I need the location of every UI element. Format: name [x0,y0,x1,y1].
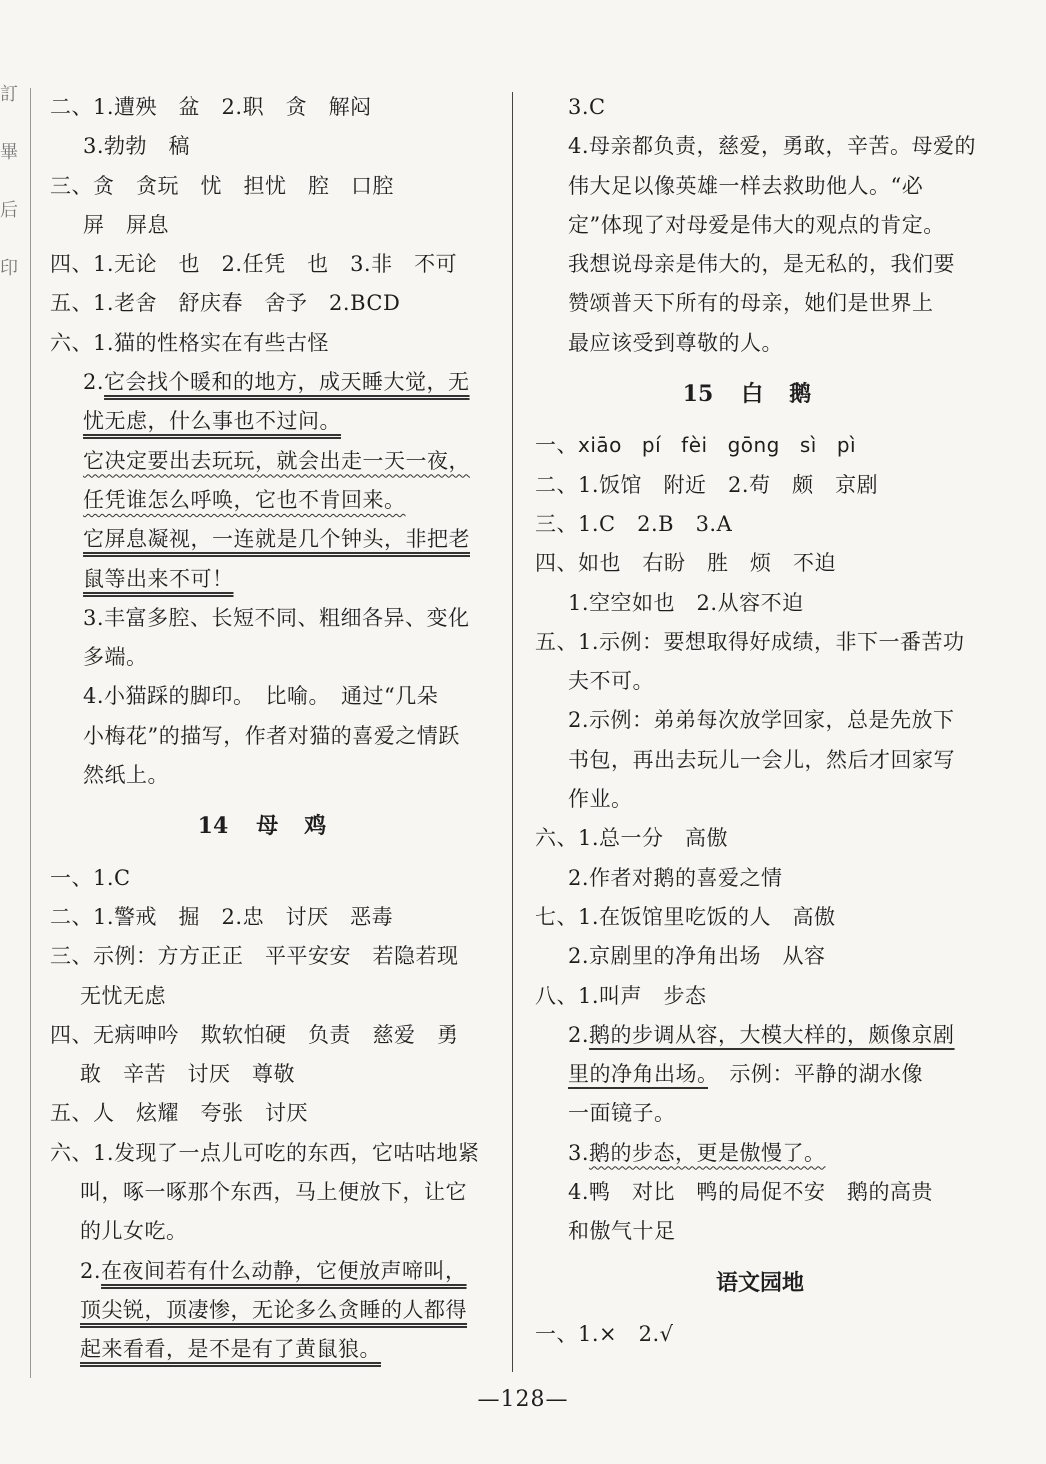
item-number: 2. [83,370,105,395]
section-title: 母鸡 [256,813,353,840]
answer-line: 2.京剧里的净角出场 从容 [568,944,826,969]
underlined-text: 它屏息凝视，一连就是几个钟头，非把老 [83,527,470,552]
pinyin-row [578,433,876,457]
answer-line: 六、1.发现了一点儿可吃的东西，它咕咕地紧 [50,1140,480,1165]
wavy-underlined-text: 它决定要出去玩玩，就会出走一天一夜， [83,448,470,473]
section-number: 15 [682,381,714,408]
answer-line: 一面镜子。 [568,1101,676,1126]
item-number: 3. [568,1140,590,1165]
pinyin-syllable: sì [799,433,817,458]
answer-line: 我想说母亲是伟大的，是无私的，我们要 [568,252,955,277]
pinyin-syllable: xiāo [578,433,622,458]
answer-line: 四、无病呻吟 欺软怕硬 负责 慈爱 勇 [50,1022,459,1047]
answer-line: 三、贪 贪玩 忧 担忧 腔 口腔 [50,173,394,198]
answer-line: 七、1.在饭馆里吃饭的人 高傲 [535,904,836,929]
answer-line: 多端。 [83,645,148,670]
section-title: 语文园地 [715,1269,804,1296]
answer-line: 的儿女吃。 [80,1219,188,1244]
answer-line: 屏 屏息 [83,212,169,237]
underlined-text: 顶尖锐，顶凄惨，无论多么贪睡的人都得 [80,1297,467,1322]
answer-line: 六、1.猫的性格实在有些古怪 [50,330,330,355]
answer-text: 示例：平静的湖水像 [708,1062,923,1087]
section-heading [535,1264,985,1303]
underlined-text: 鼠等出来不可！ [83,566,234,591]
underlined-text: 它会找个暖和的地方，成天睡大觉，无 [104,370,470,395]
answer-line: 2.示例：弟弟每次放学回家，总是先放下 [568,708,955,733]
underlined-text: 起来看看，是不是有了黄鼠狼。 [80,1337,381,1362]
answer-line: 五、人 炫耀 夸张 讨厌 [50,1101,308,1126]
underlined-text: 鹅的步调从容，大模大样的，颇像京剧 [589,1022,955,1047]
column-divider [512,92,513,1372]
answer-line [535,1134,985,1173]
answer-line: 4.鸭 对比 鸭的局促不安 鹅的高贵 [568,1180,934,1205]
answer-line: 伟大足以像英雄一样去救助他人。“必 [568,173,924,198]
answer-line: 二、1.饭馆 附近 2.苟 颇 京剧 [535,472,879,497]
binding-line [30,88,31,1378]
answer-line [50,363,500,402]
item-number: 2. [80,1258,102,1283]
pinyin-syllable: pì [836,433,857,458]
answer-line: 2.作者对鹅的喜爱之情 [568,865,783,890]
answer-line: 3.勃勃 稿 [83,134,191,159]
answer-line [535,1055,985,1094]
answer-line: 最应该受到尊敬的人。 [568,330,783,355]
answer-line: 叫，啄一啄那个东西，马上便放下，让它 [80,1180,467,1205]
answer-line: 夫不可。 [568,669,654,694]
answer-line: 3.丰富多腔、长短不同、粗细各异、变化 [83,605,470,630]
answer-line: 4.小猫踩的脚印。 比喻。 通过“几朵 [83,684,439,709]
page-number: —128— [477,1387,569,1412]
answer-line: 二、1.遭殃 盆 2.职 贪 解闷 [50,95,372,119]
answer-line: 书包，再出去玩儿一会儿，然后才回家写 [568,747,955,772]
answer-line: 作业。 [568,787,633,812]
answer-line: 3.C [568,95,606,119]
answer-line: 4.母亲都负责，慈爱，勇敢，辛苦。母爱的 [568,134,977,159]
answer-line: 定”体现了对母爱是伟大的观点的肯定。 [568,212,945,237]
answer-line [50,442,500,481]
underlined-text: 在夜间若有什么动静，它便放声啼叫， [101,1258,467,1283]
section-heading [535,375,985,414]
answer-line [50,1291,500,1330]
section-title: 白鹅 [741,381,838,408]
answer-line: 五、1.示例：要想取得好成绩，非下一番苦功 [535,629,965,654]
margin-mark: 畢 [0,142,18,163]
answer-line: 无忧无虑 [80,983,166,1008]
answer-line [50,402,500,441]
pinyin-syllable: fèi [681,433,708,458]
answer-line: 然纸上。 [83,763,169,788]
section-heading [50,807,500,846]
answer-line [50,1252,500,1291]
underlined-text: 里的净角出场。 [568,1062,708,1087]
answer-line [50,481,500,520]
answer-line: 六、1.总一分 高傲 [535,826,729,851]
wavy-underlined-text: 鹅的步态，更是傲慢了。 [589,1140,826,1165]
answer-line: 小梅花”的描写，作者对猫的喜爱之情跃 [83,723,460,748]
margin-mark: 訂 [0,84,18,105]
answer-line: 赞颂普天下所有的母亲，她们是世界上 [568,291,934,316]
answer-line: 1.空空如也 2.从容不迫 [568,590,804,615]
answer-line: 敢 辛苦 讨厌 尊敬 [80,1062,295,1087]
answer-line: 三、1.C 2.B 3.A [535,511,733,536]
margin-mark: 后 [0,200,18,221]
item-prefix: 一、 [535,433,578,458]
answer-line: 二、1.警戒 掘 2.忠 讨厌 恶毒 [50,904,394,929]
answer-line: 三、示例：方方正正 平平安安 若隐若现 [50,944,459,969]
answer-line [535,426,985,465]
answer-line: 一、1.C [50,865,131,890]
answer-line: 八、1.叫声 步态 [535,983,707,1008]
answer-line: 四、如也 右盼 胜 烦 不迫 [535,551,836,576]
binding-margin [0,80,18,312]
answer-line [50,520,500,559]
underlined-text: 忧无虑，什么事也不过问。 [83,409,341,434]
item-number: 2. [568,1022,590,1047]
answer-line: 一、1.× 2.√ [535,1321,674,1346]
left-column [50,88,500,1370]
answer-line [535,1016,985,1055]
section-number: 14 [197,813,229,840]
answer-line: 五、1.老舍 舒庆春 舍予 2.BCD [50,291,401,316]
answer-line: 四、1.无论 也 2.任凭 也 3.非 不可 [50,252,458,277]
answer-line [50,1330,500,1369]
answer-line [50,560,500,599]
right-column [535,88,985,1354]
pinyin-syllable: pí [641,433,662,458]
wavy-underlined-text: 任凭谁怎么呼唤，它也不肯回来。 [83,487,406,512]
pinyin-syllable: gōng [727,433,780,458]
answer-line: 和傲气十足 [568,1219,676,1244]
margin-mark: 印 [0,258,18,279]
